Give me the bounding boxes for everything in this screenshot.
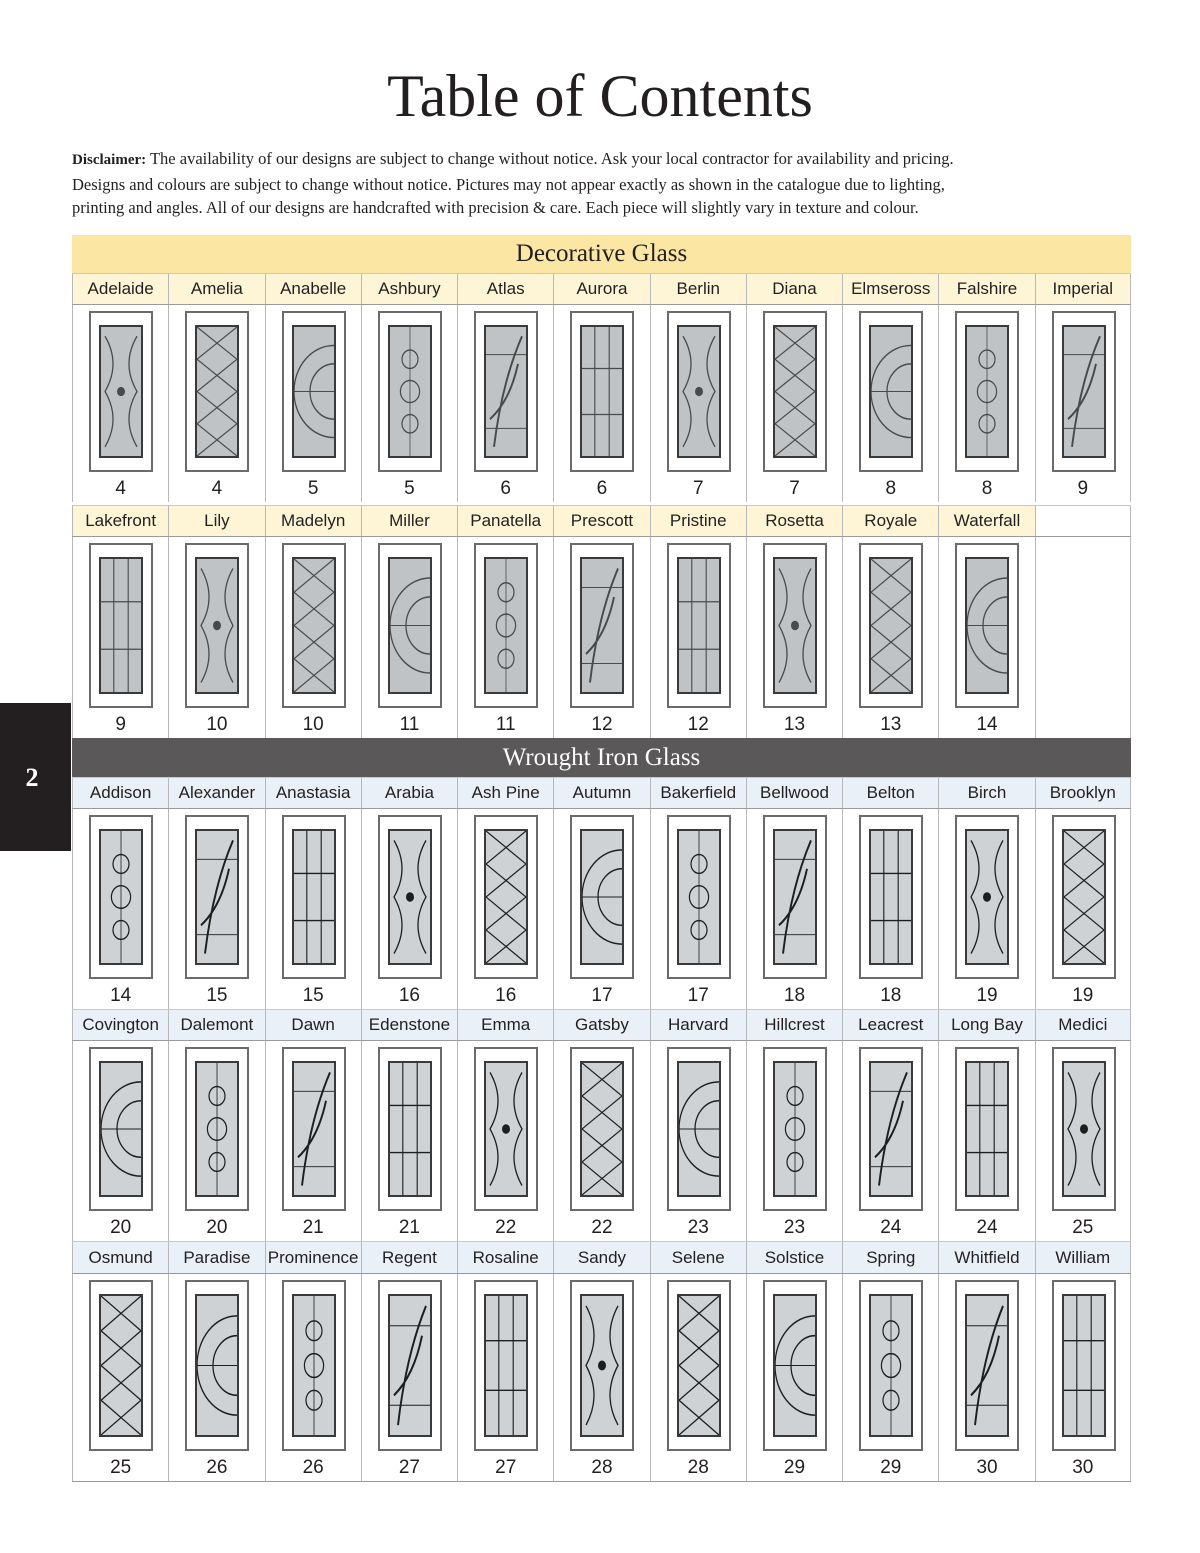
design-name-osmund: Osmund (72, 1242, 168, 1273)
design-page-number: 12 (687, 714, 709, 735)
glass-pattern-image (484, 1294, 528, 1437)
door-frame-image (282, 311, 346, 472)
design-entry-dawn[interactable] (265, 1041, 361, 1241)
design-name-dalemont: Dalemont (168, 1010, 264, 1040)
door-frame-image (570, 815, 634, 979)
design-name-edenstone: Edenstone (361, 1010, 457, 1040)
design-page-number: 21 (302, 1217, 324, 1238)
design-name-dawn: Dawn (265, 1010, 361, 1040)
design-entry-anabelle[interactable] (265, 305, 361, 502)
design-entry-alexander[interactable] (168, 809, 264, 1009)
door-frame-image (474, 311, 538, 472)
design-entry-berlin[interactable] (650, 305, 746, 502)
door-frame-image (859, 1047, 923, 1211)
design-entry-long-bay[interactable] (938, 1041, 1034, 1241)
disclaimer (72, 147, 1152, 220)
glass-pattern-image (869, 1061, 913, 1197)
design-entry-rosaline[interactable] (457, 1274, 553, 1481)
glass-pattern-image (292, 1294, 336, 1437)
door-frame-image (1052, 311, 1116, 472)
design-page-number: 6 (596, 478, 608, 499)
door-frame-image (667, 815, 731, 979)
design-name-rosetta: Rosetta (746, 506, 842, 536)
door-frame-image (474, 543, 538, 708)
design-page-number: 14 (976, 714, 998, 735)
glass-pattern-image (965, 829, 1009, 965)
door-frame-image (763, 1047, 827, 1211)
door-frame-image (955, 311, 1019, 472)
glass-pattern-image (99, 1294, 143, 1437)
design-name-brooklyn: Brooklyn (1035, 778, 1131, 808)
glass-pattern-image (677, 1061, 721, 1197)
glass-pattern-image (965, 1294, 1009, 1437)
design-page-number: 24 (880, 1217, 902, 1238)
design-name-elmseross: Elmseross (842, 274, 938, 304)
design-entry-rosetta[interactable] (746, 537, 842, 738)
design-entry-ashbury[interactable] (361, 305, 457, 502)
design-entry-bakerfield[interactable] (650, 809, 746, 1009)
door-frame-image (282, 1280, 346, 1451)
glass-pattern-image (1062, 829, 1106, 965)
door-frame-image (282, 815, 346, 979)
design-entry-william[interactable] (1035, 1274, 1131, 1481)
door-frame-image (185, 1047, 249, 1211)
glass-pattern-image (292, 829, 336, 965)
door-frame-image (378, 1280, 442, 1451)
glass-pattern-image (869, 1294, 913, 1437)
glass-pattern-image (195, 829, 239, 965)
glass-pattern-image (195, 1061, 239, 1197)
design-entry-miller[interactable] (361, 537, 457, 738)
name-row (72, 1009, 1131, 1041)
door-frame-image (185, 311, 249, 472)
design-name-aurora: Aurora (553, 274, 649, 304)
glass-pattern-image (1062, 1061, 1106, 1197)
design-name-alexander: Alexander (168, 778, 264, 808)
section-header-wrought-iron-glass: Wrought Iron Glass (72, 738, 1131, 777)
design-page-number: 25 (110, 1457, 132, 1478)
design-entry-lily[interactable] (168, 537, 264, 738)
design-page-number: 9 (1077, 478, 1089, 499)
door-frame-image (763, 543, 827, 708)
design-name-birch: Birch (938, 778, 1034, 808)
name-row (72, 505, 1131, 537)
glass-pattern-image (388, 1061, 432, 1197)
design-page-number: 18 (880, 985, 902, 1006)
design-page-number: 5 (307, 478, 319, 499)
design-name-autumn: Autumn (553, 778, 649, 808)
door-frame-image (185, 815, 249, 979)
design-page-number: 15 (302, 985, 324, 1006)
design-name-royale: Royale (842, 506, 938, 536)
glass-pattern-image (869, 829, 913, 965)
image-row (72, 305, 1131, 502)
glass-pattern-image (869, 325, 913, 458)
design-entry-prescott[interactable] (553, 537, 649, 738)
door-frame-image (282, 1047, 346, 1211)
glass-pattern-image (580, 1061, 624, 1197)
design-entry-whitfield[interactable] (938, 1274, 1034, 1481)
door-frame-image (570, 543, 634, 708)
design-entry-addison[interactable] (72, 809, 168, 1009)
door-frame-image (955, 1280, 1019, 1451)
door-frame-image (282, 543, 346, 708)
design-name-prescott: Prescott (553, 506, 649, 536)
glass-pattern-image (965, 325, 1009, 458)
design-entry-belton[interactable] (842, 809, 938, 1009)
design-entry-emma[interactable] (457, 1041, 553, 1241)
glass-pattern-image (292, 557, 336, 694)
design-page-number: 20 (206, 1217, 228, 1238)
door-frame-image (185, 543, 249, 708)
door-frame-image (955, 543, 1019, 708)
design-entry-leacrest[interactable] (842, 1041, 938, 1241)
image-row (72, 1274, 1131, 1481)
design-page-number: 30 (1072, 1457, 1094, 1478)
door-frame-image (667, 543, 731, 708)
design-name-spring: Spring (842, 1242, 938, 1273)
design-page-number: 7 (789, 478, 800, 499)
design-name-long-bay: Long Bay (938, 1010, 1034, 1040)
page-title: Table of Contents (387, 63, 813, 129)
glass-pattern-image (965, 1061, 1009, 1197)
design-name-hillcrest: Hillcrest (746, 1010, 842, 1040)
door-frame-image (378, 543, 442, 708)
glass-pattern-image (1062, 1294, 1106, 1437)
design-name-anabelle: Anabelle (265, 274, 361, 304)
door-frame-image (378, 1047, 442, 1211)
design-entry-gatsby[interactable] (553, 1041, 649, 1241)
grid-bottom-border (72, 1481, 1131, 1482)
disclaimer-line-3: printing and angles. All of our designs are handcrafted with precision & care. Each piece will slightly vary in texture and colour. (72, 198, 919, 217)
glass-pattern-image (773, 1294, 817, 1437)
door-frame-image (859, 1280, 923, 1451)
door-frame-image (185, 1280, 249, 1451)
design-page-number: 29 (783, 1457, 806, 1478)
design-name-medici: Medici (1035, 1010, 1131, 1040)
glass-pattern-image (484, 557, 528, 694)
design-entry-falshire[interactable] (938, 305, 1034, 502)
door-frame-image (89, 1047, 153, 1211)
glass-pattern-image (580, 325, 624, 458)
design-page-number: 4 (115, 478, 126, 499)
glass-pattern-image (1062, 325, 1106, 458)
name-row (72, 273, 1131, 305)
design-name-gatsby: Gatsby (553, 1010, 649, 1040)
design-name-rosaline: Rosaline (457, 1242, 553, 1273)
design-page-number: 30 (976, 1457, 998, 1478)
design-page-number: 22 (495, 1217, 517, 1238)
design-page-number: 18 (783, 985, 806, 1006)
glass-pattern-image (195, 325, 239, 458)
door-frame-image (667, 1047, 731, 1211)
design-name-prominence: Prominence (265, 1242, 361, 1273)
design-entry-autumn[interactable] (553, 809, 649, 1009)
glass-pattern-image (580, 829, 624, 965)
design-name-belton: Belton (842, 778, 938, 808)
design-entry-dalemont[interactable] (168, 1041, 264, 1241)
door-frame-image (1052, 1280, 1116, 1451)
design-name-diana: Diana (746, 274, 842, 304)
design-entry-adelaide[interactable] (72, 305, 168, 502)
design-name-harvard: Harvard (650, 1010, 746, 1040)
design-name-solstice: Solstice (746, 1242, 842, 1273)
door-frame-image (859, 543, 923, 708)
design-page-number: 17 (687, 985, 709, 1006)
door-frame-image (667, 311, 731, 472)
design-entry-paradise[interactable] (168, 1274, 264, 1481)
design-name-leacrest: Leacrest (842, 1010, 938, 1040)
door-frame-image (474, 815, 538, 979)
design-entry-osmund[interactable] (72, 1274, 168, 1481)
image-row (72, 537, 1131, 738)
design-page-number: 12 (591, 714, 613, 735)
design-name-anastasia: Anastasia (265, 778, 361, 808)
design-name-regent: Regent (361, 1242, 457, 1273)
design-name-arabia: Arabia (361, 778, 457, 808)
design-page-number: 25 (1072, 1217, 1094, 1238)
glass-pattern-image (773, 1061, 817, 1197)
design-entry-prominence[interactable] (265, 1274, 361, 1481)
design-page-number: 23 (783, 1217, 806, 1238)
design-entry-brooklyn[interactable] (1035, 809, 1131, 1009)
design-page-number: 16 (398, 985, 420, 1006)
glass-pattern-image (388, 1294, 432, 1437)
glass-pattern-image (195, 1294, 239, 1437)
design-entry-anastasia[interactable] (265, 809, 361, 1009)
glass-pattern-image (484, 829, 528, 965)
door-frame-image (955, 1047, 1019, 1211)
design-entry-birch[interactable] (938, 809, 1034, 1009)
design-name-whitfield: Whitfield (938, 1242, 1034, 1273)
design-entry-harvard[interactable] (650, 1041, 746, 1241)
design-page-number: 13 (783, 714, 806, 735)
design-name-falshire: Falshire (938, 274, 1034, 304)
design-name-pristine: Pristine (650, 506, 746, 536)
design-page-number: 29 (880, 1457, 902, 1478)
design-entry-medici[interactable] (1035, 1041, 1131, 1241)
design-name-miller: Miller (361, 506, 457, 536)
design-entry-royale[interactable] (842, 537, 938, 738)
design-page-number: 4 (211, 478, 223, 499)
glass-pattern-image (773, 325, 817, 458)
design-name-sandy: Sandy (553, 1242, 649, 1273)
glass-pattern-image (677, 829, 721, 965)
door-frame-image (667, 1280, 731, 1451)
glass-pattern-image (965, 557, 1009, 694)
image-row (72, 1041, 1131, 1241)
glass-pattern-image (773, 557, 817, 694)
design-page-number: 23 (687, 1217, 709, 1238)
design-name-amelia: Amelia (168, 274, 264, 304)
design-name-bakerfield: Bakerfield (650, 778, 746, 808)
glass-pattern-image (292, 325, 336, 458)
design-page-number: 15 (206, 985, 228, 1006)
door-frame-image (474, 1047, 538, 1211)
design-entry-pristine[interactable] (650, 537, 746, 738)
door-frame-image (89, 543, 153, 708)
name-row (72, 777, 1131, 809)
glass-pattern-image (677, 1294, 721, 1437)
design-name-panatella: Panatella (457, 506, 553, 536)
design-page-number: 28 (687, 1457, 709, 1478)
design-page-number: 11 (399, 714, 420, 735)
door-frame-image (859, 311, 923, 472)
design-page-number: 20 (110, 1217, 132, 1238)
design-name-waterfall: Waterfall (938, 506, 1034, 536)
design-entry-lakefront[interactable] (72, 537, 168, 738)
glass-pattern-image (195, 557, 239, 694)
design-entry-covington[interactable] (72, 1041, 168, 1241)
design-page-number: 10 (206, 714, 228, 735)
door-frame-image (763, 815, 827, 979)
design-name-lakefront: Lakefront (72, 506, 168, 536)
door-frame-image (763, 1280, 827, 1451)
glass-pattern-image (388, 325, 432, 458)
design-entry-aurora[interactable] (553, 305, 649, 502)
design-page-number: 19 (976, 985, 998, 1006)
disclaimer-label: Disclaimer: (72, 152, 147, 168)
door-frame-image (570, 311, 634, 472)
glass-pattern-image (677, 557, 721, 694)
disclaimer-line-1: The availability of our designs are subject to change without notice. Ask your local contractor for availability and pricing. (149, 149, 954, 168)
design-page-number: 27 (495, 1457, 517, 1478)
design-page-number: 27 (398, 1457, 420, 1478)
glass-pattern-image (292, 1061, 336, 1197)
design-name-bellwood: Bellwood (746, 778, 842, 808)
glass-pattern-image (677, 325, 721, 458)
design-page-number: 16 (495, 985, 517, 1006)
page-number-tab (0, 703, 71, 851)
design-entry-ash-pine[interactable] (457, 809, 553, 1009)
design-page-number: 17 (591, 985, 613, 1006)
design-entry-edenstone[interactable] (361, 1041, 457, 1241)
design-entry-spring[interactable] (842, 1274, 938, 1481)
door-frame-image (859, 815, 923, 979)
glass-pattern-image (99, 557, 143, 694)
door-frame-image (89, 815, 153, 979)
empty-image-cell (1035, 537, 1131, 738)
door-frame-image (955, 815, 1019, 979)
design-name-covington: Covington (72, 1010, 168, 1040)
door-frame-image (378, 815, 442, 979)
design-name-selene: Selene (650, 1242, 746, 1273)
glass-pattern-image (773, 829, 817, 965)
design-page-number: 6 (500, 478, 511, 499)
design-page-number: 21 (398, 1217, 420, 1238)
design-page-number: 26 (302, 1457, 324, 1478)
section-header-decorative-glass: Decorative Glass (72, 235, 1131, 273)
design-name-imperial: Imperial (1035, 274, 1131, 304)
door-frame-image (89, 311, 153, 472)
design-page-number: 24 (976, 1217, 998, 1238)
door-frame-image (378, 311, 442, 472)
design-name-paradise: Paradise (168, 1242, 264, 1273)
image-row (72, 809, 1131, 1009)
design-name-ash-pine: Ash Pine (457, 778, 553, 808)
design-page-number: 5 (404, 478, 415, 499)
door-frame-image (763, 311, 827, 472)
glass-pattern-image (388, 557, 432, 694)
design-name-adelaide: Adelaide (72, 274, 168, 304)
door-frame-image (570, 1280, 634, 1451)
glass-pattern-image (99, 829, 143, 965)
name-row (72, 1241, 1131, 1274)
design-entry-panatella[interactable] (457, 537, 553, 738)
design-page-number: 8 (885, 478, 897, 499)
glass-pattern-image (484, 1061, 528, 1197)
design-entry-elmseross[interactable] (842, 305, 938, 502)
door-frame-image (1052, 1047, 1116, 1211)
design-page-number: 28 (591, 1457, 613, 1478)
design-page-number: 9 (115, 714, 126, 735)
door-frame-image (1052, 815, 1116, 979)
design-entry-arabia[interactable] (361, 809, 457, 1009)
design-name-lily: Lily (168, 506, 264, 536)
design-page-number: 8 (981, 478, 993, 499)
design-entry-imperial[interactable] (1035, 305, 1131, 502)
design-entry-amelia[interactable] (168, 305, 264, 502)
design-name-madelyn: Madelyn (265, 506, 361, 536)
design-entry-sandy[interactable] (553, 1274, 649, 1481)
design-entry-madelyn[interactable] (265, 537, 361, 738)
page-number: 2 (25, 763, 39, 792)
design-page-number: 19 (1072, 985, 1094, 1006)
design-entry-waterfall[interactable] (938, 537, 1034, 738)
design-entry-regent[interactable] (361, 1274, 457, 1481)
design-name-william: William (1035, 1242, 1131, 1273)
door-frame-image (474, 1280, 538, 1451)
design-name-berlin: Berlin (650, 274, 746, 304)
design-name-ashbury: Ashbury (361, 274, 457, 304)
design-page-number: 13 (880, 714, 902, 735)
glass-pattern-image (484, 325, 528, 458)
glass-pattern-image (580, 557, 624, 694)
glass-pattern-image (388, 829, 432, 965)
design-entry-hillcrest[interactable] (746, 1041, 842, 1241)
design-page-number: 14 (110, 985, 132, 1006)
glass-pattern-image (869, 557, 913, 694)
door-frame-image (570, 1047, 634, 1211)
design-entry-atlas[interactable] (457, 305, 553, 502)
design-page-number: 22 (591, 1217, 613, 1238)
design-page-number: 7 (692, 478, 704, 499)
door-frame-image (89, 1280, 153, 1451)
glass-pattern-image (99, 325, 143, 458)
disclaimer-line-2: Designs and colours are subject to change without notice. Pictures may not appear exactly as shown in the catalogue due to lighting, (72, 174, 945, 194)
design-entry-diana[interactable] (746, 305, 842, 502)
design-entry-selene[interactable] (650, 1274, 746, 1481)
design-page-number: 11 (495, 714, 516, 735)
empty-name-cell (1035, 506, 1131, 536)
glass-pattern-image (99, 1061, 143, 1197)
design-page-number: 26 (206, 1457, 228, 1478)
design-name-atlas: Atlas (457, 274, 553, 304)
glass-pattern-image (580, 1294, 624, 1437)
design-page-number: 10 (302, 714, 324, 735)
design-entry-solstice[interactable] (746, 1274, 842, 1481)
design-name-addison: Addison (72, 778, 168, 808)
design-name-emma: Emma (457, 1010, 553, 1040)
design-entry-bellwood[interactable] (746, 809, 842, 1009)
